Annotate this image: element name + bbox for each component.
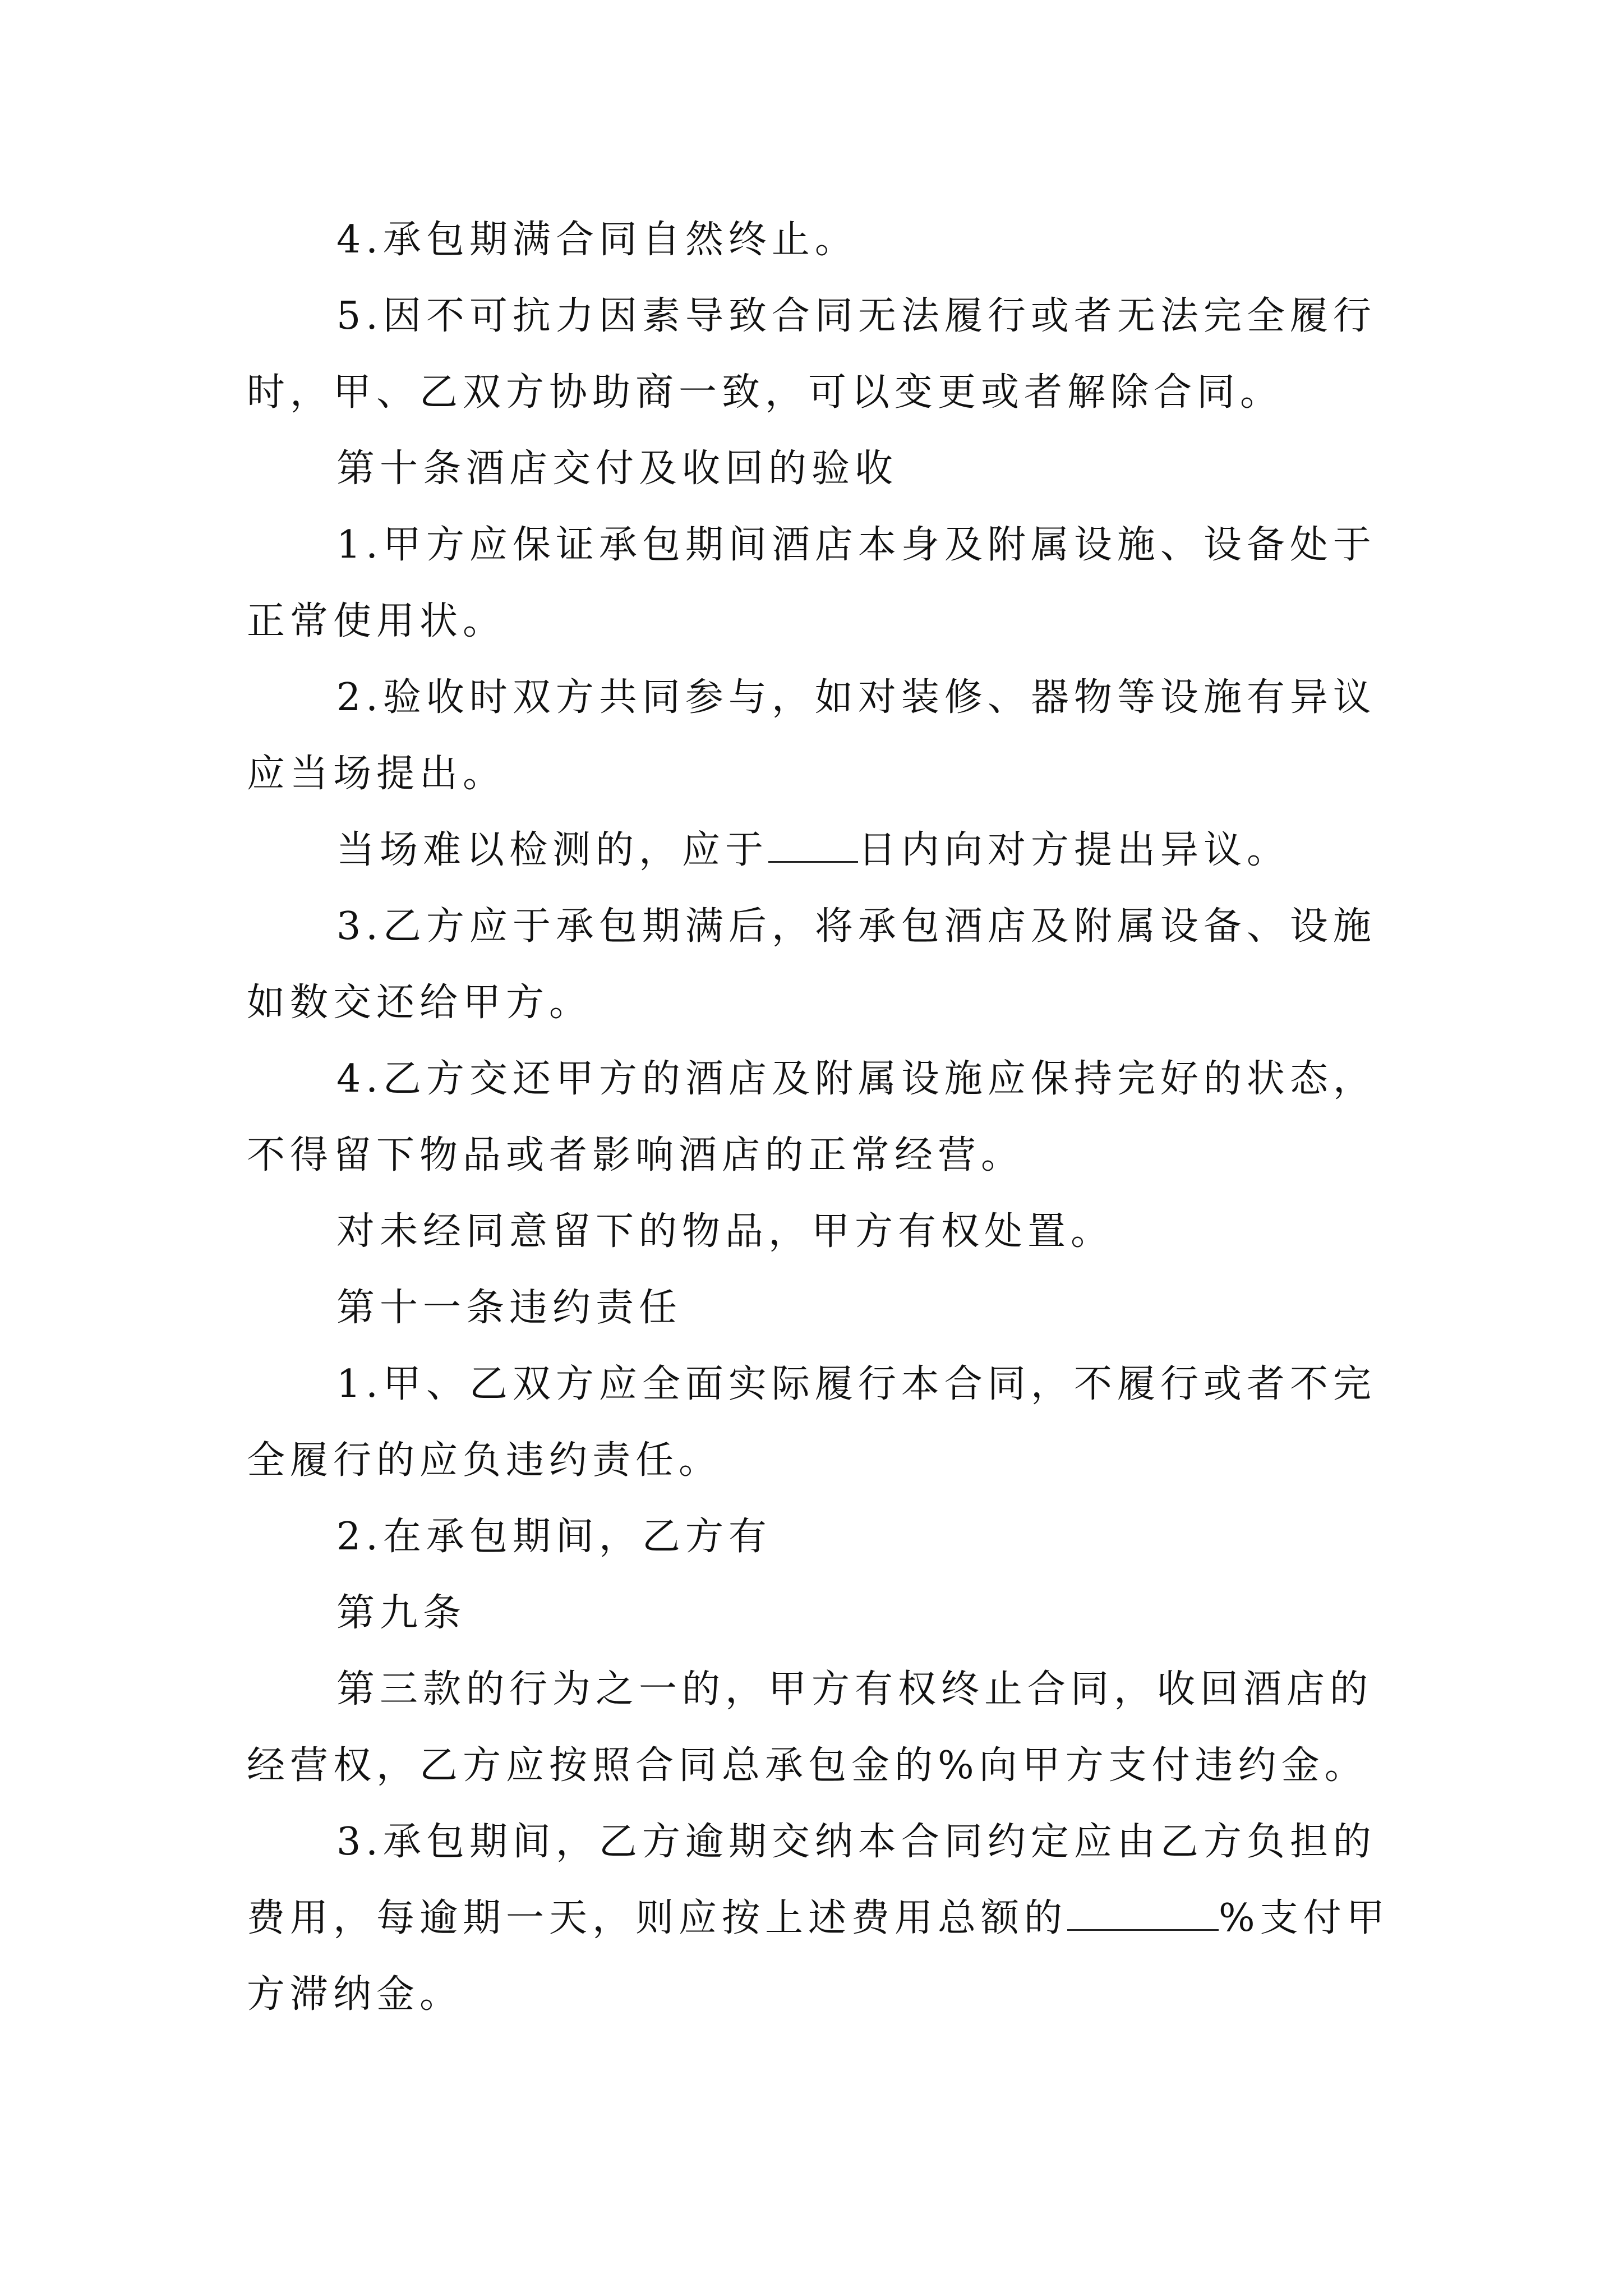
paragraph: 第九条 bbox=[336, 1591, 467, 1635]
paragraph-text-before: 3.承包期间，乙方逾期交纳本合同约定应由乙方负担的费用，每逾期一天，则应按上述费用总额的 bbox=[247, 1820, 1376, 1940]
paragraph: 5.因不可抗力因素导致合同无法履行或者无法完全履行时，甲、乙双方协助商一致，可以变更或者解除合同。 bbox=[247, 294, 1376, 415]
paragraph-text-before: 当场难以检测的，应于 bbox=[336, 828, 769, 872]
fill-in-blank bbox=[768, 827, 858, 863]
fill-in-blank bbox=[1067, 1895, 1219, 1931]
paragraph: 2.验收时双方共同参与，如对装修、器物等设施有异议应当场提出。 bbox=[247, 675, 1376, 796]
paragraph: 3.乙方应于承包期满后，将承包酒店及附属设备、设施如数交还给甲方。 bbox=[247, 904, 1376, 1025]
paragraph: 1.甲、乙双方应全面实际履行本合同，不履行或者不完全履行的应负违约责任。 bbox=[247, 1362, 1376, 1483]
paragraph: 2.在承包期间，乙方有 bbox=[336, 1515, 772, 1559]
paragraph: 1.甲方应保证承包期间酒店本身及附属设施、设备处于正常使用状。 bbox=[247, 523, 1376, 643]
document-body bbox=[247, 202, 1391, 2033]
paragraph: 对未经同意留下的物品，甲方有权处置。 bbox=[336, 1209, 1114, 1254]
section-heading: 第十条酒店交付及收回的验收 bbox=[336, 447, 898, 491]
section-heading: 第十一条违约责任 bbox=[336, 1286, 683, 1330]
paragraph-text-after: 日内向对方提出异议。 bbox=[858, 828, 1290, 872]
paragraph-with-blank bbox=[247, 812, 1391, 889]
paragraph-with-blank bbox=[247, 1804, 1391, 2033]
paragraph-text-after: %支付甲方滞纳金。 bbox=[247, 1896, 1390, 2017]
paragraph: 4.承包期满合同自然终止。 bbox=[336, 218, 858, 262]
paragraph: 4.乙方交还甲方的酒店及附属设施应保持完好的状态，不得留下物品或者影响酒店的正常经营。 bbox=[247, 1057, 1376, 1177]
paragraph: 第三款的行为之一的，甲方有权终止合同，收回酒店的经营权，乙方应按照合同总承包金的%向甲方支付违约金。 bbox=[247, 1667, 1373, 1788]
